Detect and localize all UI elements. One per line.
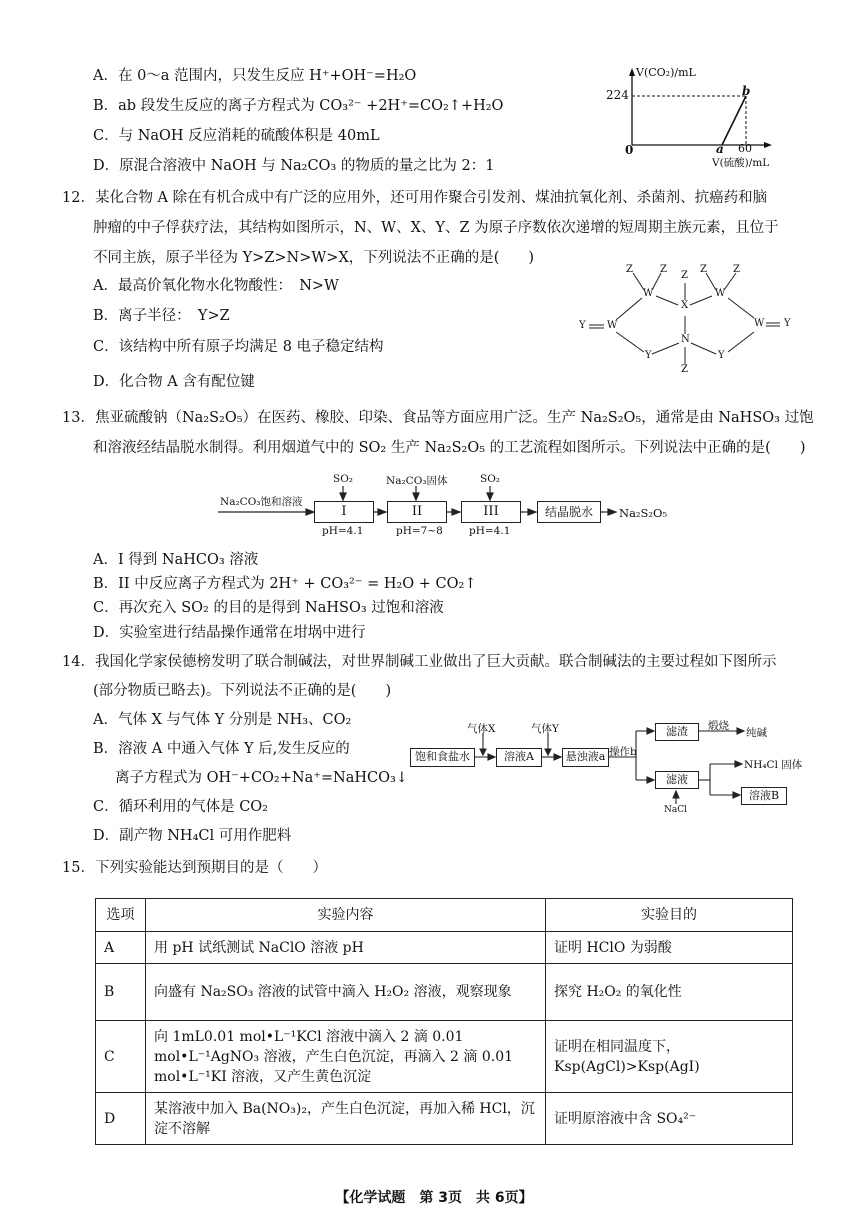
q12-option-a: A．最高价氧化物水化物酸性： N>W (93, 278, 339, 294)
q13-option-d: D．实验室进行结晶操作通常在坩埚中进行 (93, 625, 366, 641)
q12-atom-w2: W (715, 288, 726, 299)
q11-graph-y-value: 224 (606, 88, 629, 102)
q13-flow-ph2: pH=7~8 (396, 525, 443, 537)
q15-row-a-purpose: 证明 HClO 为弱酸 (546, 932, 793, 964)
q15-row-b-content: 向盛有 Na₂SO₃ 溶液的试管中滴入 H₂O₂ 溶液，观察现象 (146, 964, 546, 1021)
q14-flow-suspension: 悬浊液a (562, 748, 609, 767)
q13-stem-line2: 和溶液经结晶脱水制得。利用烟道气中的 SO₂ 生产 Na₂S₂O₅ 的工艺流程如图所示。下列说法中正确的是( ) (93, 440, 806, 456)
q14-flow-soda: 纯碱 (746, 727, 767, 739)
q13-flow-box-i: I (314, 501, 374, 523)
q12-option-d: D．化合物 A 含有配位键 (93, 374, 255, 390)
q12-atom-z5: Z (733, 264, 740, 275)
q14-flow-residue: 滤渣 (655, 723, 699, 741)
q14-flow-nacl: NaCl (664, 805, 688, 815)
q15-row-c-purpose: 证明在相同温度下，Ksp(AgCl)>Ksp(AgI) (546, 1021, 793, 1093)
q15-row-d-content: 某溶液中加入 Ba(NO₃)₂，产生白色沉淀，再加入稀 HCl，沉淀不溶解 (146, 1093, 546, 1145)
q14-option-d: D．副产物 NH₄Cl 可用作肥料 (93, 828, 292, 844)
q12-stem-line2: 肿瘤的中子俘获疗法，其结构如图所示，N、W、X、Y、Z 为原子序数依次递增的短周期主族元素，且位于 (93, 220, 779, 236)
q15-table (95, 898, 793, 1145)
q14-flow-brine: 饱和食盐水 (410, 748, 475, 767)
q15-row-a-option: A (96, 932, 146, 964)
q12-atom-z6: Z (681, 364, 688, 375)
q13-flow-box-iii: III (461, 501, 521, 523)
q13-flow-box-crystallize: 结晶脱水 (537, 501, 601, 523)
q11-option-d: D．原混合溶液中 NaOH 与 Na₂CO₃ 的物质的量之比为 2：1 (93, 158, 495, 174)
q13-flow-add-so2-2: SO₂ (480, 473, 501, 485)
q14-flow-gas-x: 气体X (467, 723, 496, 735)
q14-stem-line2: (部分物质已略去)。下列说法不正确的是( ) (93, 683, 392, 699)
q15-row-c-content: 向 1mL0.01 mol•L⁻¹KCl 溶液中滴入 2 滴 0.01 mol•L⁻¹AgNO₃ 溶液，产生白色沉淀，再滴入 2 滴 0.01 mol•L⁻¹KI 溶液，又产生黄色沉淀 (146, 1021, 546, 1093)
q14-flow-gas-y: 气体Y (531, 723, 559, 735)
q11-graph-point-a: a (716, 142, 724, 156)
q11-option-c: C．与 NaOH 反应消耗的硫酸体积是 40mL (93, 128, 380, 144)
q12-atom-z3: Z (681, 270, 688, 281)
q13-option-b: B．II 中反应离子方程式为 2H⁺ + CO₃²⁻ = H₂O + CO₂↑ (93, 576, 477, 592)
q14-option-c: C．循环利用的气体是 CO₂ (93, 799, 268, 815)
q12-atom-x: X (681, 300, 689, 311)
q12-atom-w1: W (643, 288, 654, 299)
q13-flow-output: Na₂S₂O₅ (619, 506, 668, 520)
q11-option-a: A．在 0～a 范围内，只发生反应 H⁺+OH⁻=H₂O (93, 68, 417, 84)
q14-option-a: A．气体 X 与气体 Y 分别是 NH₃、CO₂ (93, 712, 352, 728)
q13-flow-add-na2co3: Na₂CO₃固体 (386, 475, 448, 487)
q12-stem-line3: 不同主族，原子半径为 Y>Z>N>W>X，下列说法不正确的是( ) (93, 250, 535, 266)
q12-atom-n: N (681, 334, 690, 345)
q14-option-b-line2: 离子方程式为 OH⁻+CO₂+Na⁺=NaHCO₃↓ (115, 770, 408, 786)
q14-flow-solution-b: 溶液B (741, 787, 787, 805)
q12-atom-y3: Y (645, 350, 652, 361)
q12-atom-w3: W (607, 320, 618, 331)
q13-flow-box-ii: II (387, 501, 447, 523)
q13-flow-add-so2-1: SO₂ (333, 473, 354, 485)
q15-stem: 15．下列实验能达到预期目的是（ ） (62, 860, 327, 876)
q14-flow-solution-a: 溶液A (496, 748, 542, 767)
q15-header-purpose: 实验目的 (546, 899, 793, 932)
q11-graph-point-b: b (742, 84, 751, 98)
q13-option-c: C．再次充入 SO₂ 的目的是得到 NaHSO₃ 过饱和溶液 (93, 600, 444, 616)
q11-graph-origin: 0 (625, 143, 634, 157)
q15-row-b-purpose: 探究 H₂O₂ 的氧化性 (546, 964, 793, 1021)
q15-row-a-content: 用 pH 试纸测试 NaClO 溶液 pH (146, 932, 546, 964)
q13-flow-ph3: pH=4.1 (469, 525, 511, 537)
q11-option-b: B．ab 段发生反应的离子方程式为 CO₃²⁻ +2H⁺=CO₂↑+H₂O (93, 98, 504, 114)
q12-atom-z4: Z (700, 264, 707, 275)
q12-atom-y2: Y (784, 318, 791, 329)
q12-option-c: C．该结构中所有原子均满足 8 电子稳定结构 (93, 339, 384, 355)
q12-option-b: B．离子半径： Y>Z (93, 308, 230, 324)
q13-stem-line1: 13．焦亚硫酸钠（Na₂S₂O₅）在医药、橡胶、印染、食品等方面应用广泛。生产 Na₂S₂O₅，通常是由 NaHSO₃ 过饱 (62, 410, 814, 426)
q12-stem-line1: 12．某化合物 A 除在有机合成中有广泛的应用外，还可用作聚合引发剂、煤油抗氧化剂、杀菌剂、抗癌药和脑 (62, 190, 768, 206)
q14-stem-line1: 14．我国化学家侯德榜发明了联合制碱法，对世界制碱工业做出了巨大贡献。联合制碱法的主要过程如下图所示 (62, 654, 777, 670)
q12-atom-z1: Z (626, 264, 633, 275)
q13-flow-ph1: pH=4.1 (322, 525, 364, 537)
q13-flow-input: Na₂CO₃饱和溶液 (220, 496, 303, 508)
q12-atom-w4: W (754, 318, 765, 329)
q15-row-d-option: D (96, 1093, 146, 1145)
q15-row-d-purpose: 证明原溶液中含 SO₄²⁻ (546, 1093, 793, 1145)
page-footer: 【化学试题 第 3页 共 6页】 (335, 1190, 533, 1206)
q11-graph-ylabel: V(CO₂)/mL (636, 66, 696, 79)
q12-atom-y1: Y (579, 320, 586, 331)
q14-flow-filtrate: 滤液 (655, 771, 699, 789)
q15-row-b-option: B (96, 964, 146, 1021)
q15-header-option: 选项 (96, 899, 146, 932)
q12-atom-z2: Z (660, 264, 667, 275)
q14-flow-operation: 操作b (609, 746, 637, 758)
q11-graph-x-value: 60 (738, 142, 752, 155)
q11-graph-xlabel: V(硫酸)/mL (712, 157, 770, 169)
q13-option-a: A．I 得到 NaHCO₃ 溶液 (93, 552, 259, 568)
q15-row-c-option: C (96, 1021, 146, 1093)
q14-flow-nh4cl: NH₄Cl 固体 (744, 759, 803, 771)
q14-flow-calcine: 煅烧 (708, 720, 729, 732)
q15-header-content: 实验内容 (146, 899, 546, 932)
q14-option-b-line1: B．溶液 A 中通入气体 Y 后,发生反应的 (93, 741, 350, 757)
q12-atom-y4: Y (718, 350, 725, 361)
